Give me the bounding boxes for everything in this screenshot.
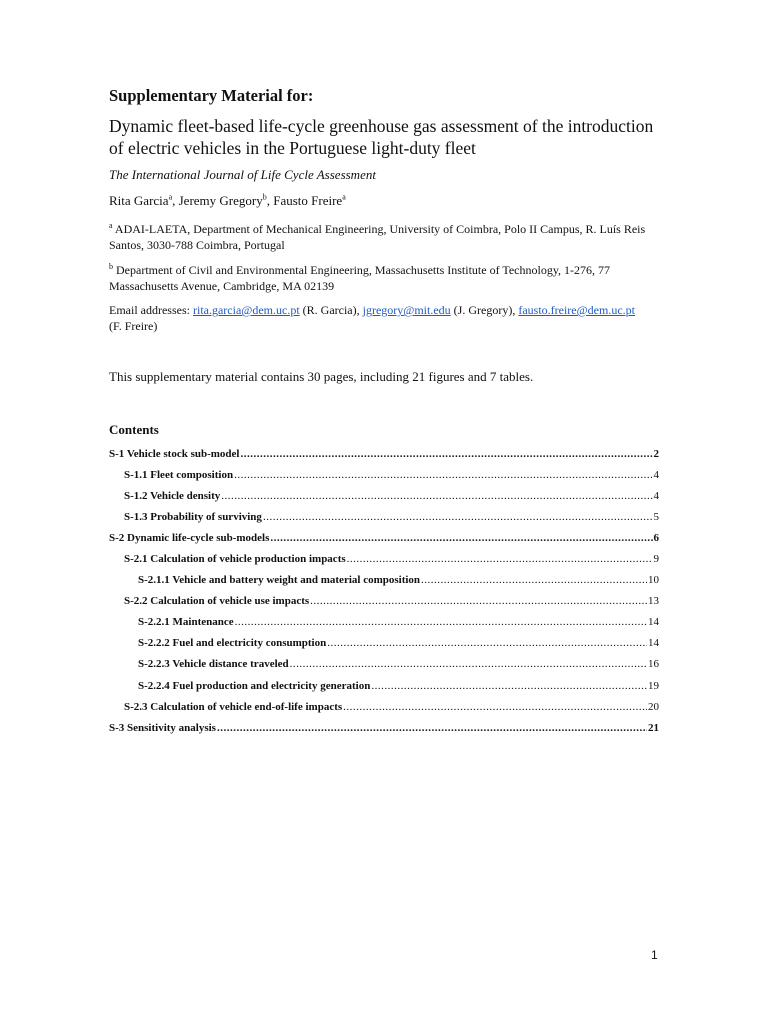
supplementary-label: Supplementary Material for: xyxy=(109,86,314,105)
toc-entry[interactable] xyxy=(124,511,659,523)
toc-entry[interactable] xyxy=(138,658,659,670)
document-title: Dynamic fleet-based life-cycle greenhouse gas assessment of the introduction of electric vehicles in the Portuguese light-duty fleet xyxy=(109,116,654,158)
toc-leader xyxy=(343,701,647,713)
toc-entry-page: 6 xyxy=(653,532,659,544)
toc-leader xyxy=(217,722,647,734)
email-owner: (F. Freire) xyxy=(109,319,158,333)
email-addresses xyxy=(109,302,649,334)
toc-entry-title: S-2.2.2 Fuel and electricity consumption xyxy=(138,637,327,649)
toc-leader xyxy=(290,658,647,670)
toc-entry[interactable] xyxy=(138,616,659,628)
toc-entry-page: 14 xyxy=(648,637,659,649)
toc-entry-title: S-2.2.3 Vehicle distance traveled xyxy=(138,658,289,670)
email-link[interactable]: fausto.freire@dem.uc.pt xyxy=(518,303,635,317)
page-number: 1 xyxy=(651,948,658,962)
email-owner: (R. Garcia), xyxy=(299,303,363,317)
toc-entry[interactable] xyxy=(124,490,659,502)
toc-entry-page: 13 xyxy=(648,595,659,607)
toc-entry-title: S-2.2 Calculation of vehicle use impacts xyxy=(124,595,310,607)
toc-entry-title: S-2 Dynamic life-cycle sub-models xyxy=(109,532,270,544)
toc-entry-title: S-2.2.4 Fuel production and electricity generation xyxy=(138,680,371,692)
toc-entry[interactable] xyxy=(138,574,659,586)
author-affiliation-mark: a xyxy=(168,192,173,202)
author-name: Fausto Freire xyxy=(273,193,343,208)
toc-leader xyxy=(310,595,647,607)
toc-entry-title: S-3 Sensitivity analysis xyxy=(109,722,216,734)
author-list xyxy=(109,193,346,209)
toc-entry[interactable] xyxy=(109,532,659,544)
contents-heading: Contents xyxy=(109,422,159,437)
toc-leader xyxy=(371,680,647,692)
toc-leader xyxy=(263,511,653,523)
toc-entry[interactable] xyxy=(138,637,659,649)
toc-leader xyxy=(221,490,652,502)
summary-text: This supplementary material contains 30 pages, including 21 figures and 7 tables. xyxy=(109,369,534,384)
toc-leader xyxy=(235,616,647,628)
affiliation-b xyxy=(109,262,649,294)
toc-entry-page: 20 xyxy=(648,701,659,713)
toc-leader xyxy=(234,469,652,481)
author-separator: , xyxy=(266,193,274,208)
affiliation-text: ADAI-LAETA, Department of Mechanical Engineering, University of Coimbra, Polo II Campus, R. Luís Reis Santos, 3030-788 Coimbra, Portugal xyxy=(109,222,646,252)
affiliation-a xyxy=(109,221,649,253)
author-affiliation-mark: a xyxy=(342,192,346,202)
toc-entry-page: 19 xyxy=(648,680,659,692)
toc-entry-title: S-2.3 Calculation of vehicle end-of-life impacts xyxy=(124,701,343,713)
email-prefix: Email addresses: xyxy=(109,303,193,317)
email-link[interactable]: jgregory@mit.edu xyxy=(362,303,451,317)
email-link[interactable]: rita.garcia@dem.uc.pt xyxy=(192,303,300,317)
toc-entry-page: 4 xyxy=(653,469,659,481)
toc-entry[interactable] xyxy=(124,595,659,607)
toc-entry[interactable] xyxy=(109,722,659,734)
affiliation-mark: b xyxy=(109,262,113,271)
toc-entry[interactable] xyxy=(124,469,659,481)
toc-entry-title: S-1.1 Fleet composition xyxy=(124,469,234,481)
toc-entry-page: 5 xyxy=(653,511,659,523)
author-separator: , xyxy=(172,193,179,208)
toc-entry-page: 2 xyxy=(653,448,659,460)
toc-entry-page: 21 xyxy=(648,722,659,734)
author-name: Rita Garcia xyxy=(109,193,169,208)
toc-leader xyxy=(347,553,653,565)
author-name: Jeremy Gregory xyxy=(178,193,263,208)
journal-name: The International Journal of Life Cycle Assessment xyxy=(109,167,376,182)
toc-entry-title: S-1.3 Probability of surviving xyxy=(124,511,262,523)
toc-leader xyxy=(327,637,647,649)
email-owner: (J. Gregory), xyxy=(450,303,519,317)
toc-entry-page: 9 xyxy=(653,553,659,565)
toc-entry-title: S-2.1.1 Vehicle and battery weight and material composition xyxy=(138,574,421,586)
toc-entry-page: 10 xyxy=(648,574,659,586)
affiliation-mark: a xyxy=(109,221,113,230)
toc-entry[interactable] xyxy=(138,680,659,692)
toc-entry-title: S-2.2.1 Maintenance xyxy=(138,616,234,628)
toc-entry[interactable] xyxy=(124,553,659,565)
author-affiliation-mark: b xyxy=(262,192,267,202)
toc-entry-title: S-1.2 Vehicle density xyxy=(124,490,221,502)
toc-entry-page: 16 xyxy=(648,658,659,670)
affiliation-text: Department of Civil and Environmental Engineering, Massachusetts Institute of Technology, 1-276, 77 Massachusetts Avenue, Cambridge, MA 02139 xyxy=(109,263,611,293)
toc-entry-title: S-1 Vehicle stock sub-model xyxy=(109,448,240,460)
toc-entry[interactable] xyxy=(124,701,659,713)
toc-leader xyxy=(421,574,647,586)
toc-entry[interactable] xyxy=(109,448,659,460)
toc-leader xyxy=(270,532,652,544)
toc-entry-title: S-2.1 Calculation of vehicle production impacts xyxy=(124,553,346,565)
toc-entry-page: 4 xyxy=(653,490,659,502)
toc-entry-page: 14 xyxy=(648,616,659,628)
toc-leader xyxy=(241,448,653,460)
